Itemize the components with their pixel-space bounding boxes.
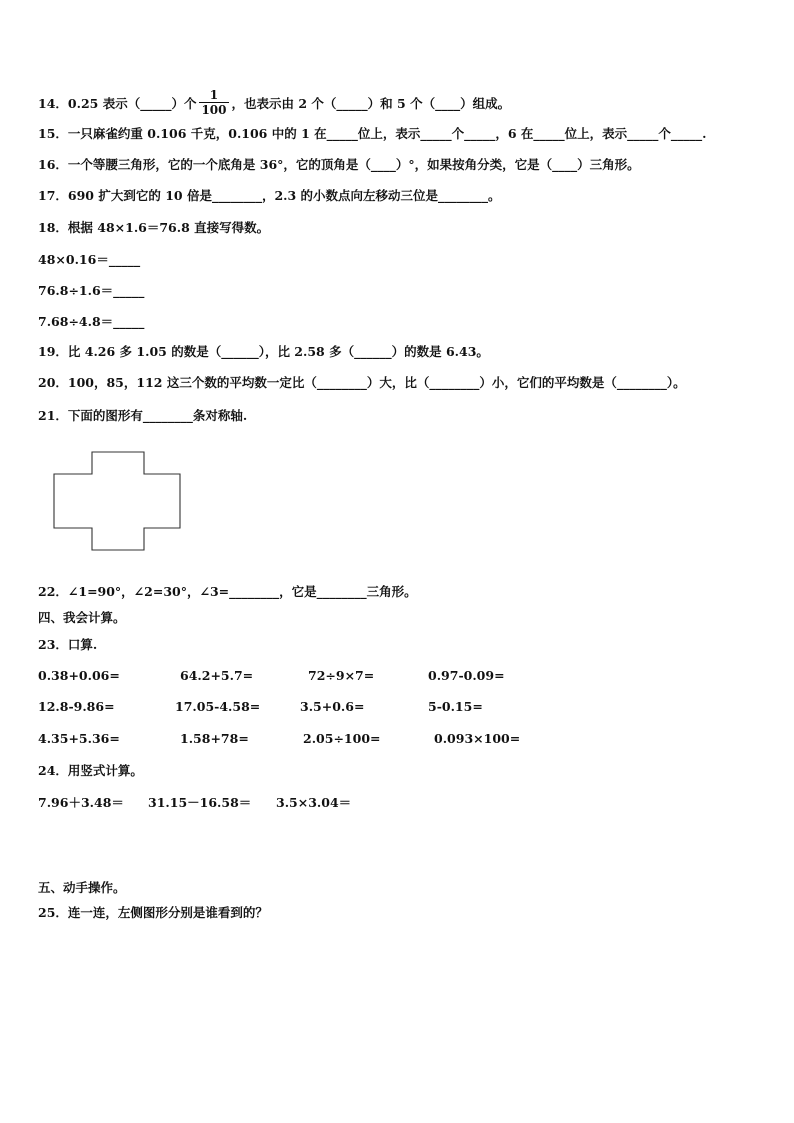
q24-item-1: 7.96＋3.48＝ bbox=[38, 795, 124, 810]
fraction-denominator: 100 bbox=[201, 103, 227, 117]
fraction-numerator: 1 bbox=[199, 88, 228, 103]
fraction-1-100 bbox=[199, 88, 228, 117]
calc-r1-c1: 0.38+0.06= bbox=[38, 668, 120, 683]
q18-item-b: 76.8÷1.6＝_____ bbox=[38, 283, 145, 298]
calc-r3-c3: 2.05÷100= bbox=[303, 731, 381, 746]
cross-shape-figure bbox=[50, 448, 184, 554]
question-19: 19．比 4.26 多 1.05 的数是（______），比 2.58 多（______）的数是 6.43。 bbox=[38, 344, 489, 359]
calc-r2-c1: 12.8-9.86= bbox=[38, 699, 115, 714]
section-5-heading: 五、动手操作。 bbox=[38, 880, 126, 895]
q24-item-3: 3.5×3.04＝ bbox=[276, 795, 352, 810]
q18-item-c: 7.68÷4.8＝_____ bbox=[38, 314, 145, 329]
q14-post: ，也表示由 2 个（_____）和 5 个（____）组成。 bbox=[231, 96, 511, 111]
q18-item-a: 48×0.16＝_____ bbox=[38, 252, 141, 267]
calc-r1-c2: 64.2+5.7= bbox=[180, 668, 254, 683]
calc-r2-c2: 17.05-4.58= bbox=[175, 699, 261, 714]
question-24: 24．用竖式计算。 bbox=[38, 763, 143, 778]
question-22: 22．∠1=90°，∠2=30°，∠3=________，它是________三角形。 bbox=[38, 584, 417, 599]
question-15: 15．一只麻雀约重 0.106 千克，0.106 中的 1 在_____位上，表示_____个_____，6 在_____位上，表示_____个_____. bbox=[38, 126, 707, 141]
q24-item-2: 31.15－16.58＝ bbox=[148, 795, 252, 810]
question-25: 25．连一连，左侧图形分别是谁看到的？ bbox=[38, 905, 268, 920]
calc-r3-c2: 1.58+78= bbox=[180, 731, 249, 746]
calc-r1-c3: 72÷9×7= bbox=[308, 668, 375, 683]
question-17: 17．690 扩大到它的 10 倍是________，2.3 的小数点向左移动三位是________。 bbox=[38, 188, 501, 203]
calc-r3-c1: 4.35+5.36= bbox=[38, 731, 120, 746]
section-4-heading: 四、我会计算。 bbox=[38, 610, 126, 625]
question-16: 16．一个等腰三角形，它的一个底角是 36°，它的顶角是（____）°，如果按角分类，它是（____）三角形。 bbox=[38, 157, 640, 172]
question-18: 18．根据 48×1.6＝76.8 直接写得数。 bbox=[38, 220, 270, 235]
calc-r2-c4: 5-0.15= bbox=[428, 699, 483, 714]
question-21: 21．下面的图形有________条对称轴. bbox=[38, 408, 248, 423]
question-20: 20．100，85，112 这三个数的平均数一定比（________）大，比（________）小，它们的平均数是（________）。 bbox=[38, 375, 686, 390]
calc-r1-c4: 0.97-0.09= bbox=[428, 668, 505, 683]
question-23: 23．口算. bbox=[38, 637, 98, 652]
calc-r2-c3: 3.5+0.6= bbox=[300, 699, 365, 714]
calc-r3-c4: 0.093×100= bbox=[434, 731, 521, 746]
question-14 bbox=[38, 90, 510, 119]
q14-pre: 14．0.25 表示（_____）个 bbox=[38, 96, 197, 111]
